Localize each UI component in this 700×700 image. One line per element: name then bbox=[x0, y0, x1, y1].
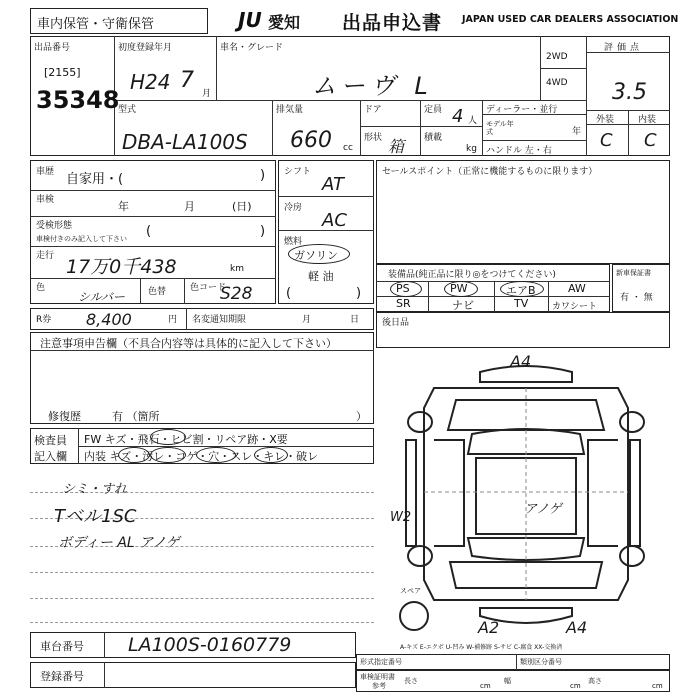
yogore-circle bbox=[150, 447, 186, 463]
rear-day-label: 後日品 bbox=[382, 318, 410, 328]
displacement-value: 660 bbox=[290, 128, 332, 153]
exterior-value: C bbox=[600, 130, 613, 151]
ac-value: AC bbox=[322, 210, 347, 231]
equip-ps: PS bbox=[396, 282, 410, 295]
koge-circle bbox=[196, 447, 236, 463]
repair-close: ） bbox=[356, 410, 367, 423]
form-title: 出品申込書 bbox=[342, 12, 443, 34]
first-reg-value: H24 bbox=[130, 70, 171, 94]
storage-box bbox=[30, 8, 208, 34]
month-unit: 月 bbox=[202, 89, 212, 99]
seats-value: 4 bbox=[452, 106, 464, 127]
car-name-value: ムーヴ L bbox=[312, 72, 434, 100]
lot-number-label: 出品番号 bbox=[34, 43, 71, 53]
class-code-label: 類別区分番号 bbox=[520, 658, 562, 666]
inspection-day: (日) bbox=[232, 200, 252, 213]
load-label: 積載 bbox=[424, 133, 443, 143]
name-change-day: 日 bbox=[350, 315, 360, 325]
exterior-label: 外装 bbox=[596, 115, 615, 125]
year-unit: 年 bbox=[572, 127, 582, 137]
first-reg-month: 7 bbox=[180, 68, 194, 93]
color-code-value: S28 bbox=[220, 284, 253, 304]
equip-leather: カワシート bbox=[552, 302, 598, 312]
mileage-label: 走行 bbox=[36, 251, 55, 261]
history-close: ) bbox=[260, 168, 266, 183]
interior-label: 内装 bbox=[638, 115, 657, 125]
ps-circle bbox=[390, 281, 422, 297]
ju-logo: JU bbox=[238, 8, 262, 32]
color-code-label: 色コード bbox=[190, 283, 227, 293]
score-label: 評価点 bbox=[604, 43, 644, 53]
warranty-label: 新車保証書 bbox=[616, 269, 651, 277]
recv-close: ) bbox=[260, 224, 266, 239]
lot-number: 35348 bbox=[36, 86, 120, 114]
dimensions-label: 車検証明書 bbox=[360, 673, 395, 681]
equipment-label: 装備品(純正品に限り◎をつけてください) bbox=[388, 270, 556, 280]
history-label: 車歴 bbox=[36, 167, 55, 177]
dim-width: 幅 bbox=[504, 677, 511, 685]
recycle-value: 8,400 bbox=[86, 310, 132, 329]
recv-open: ( bbox=[146, 224, 152, 239]
ac-label: 冷房 bbox=[284, 203, 303, 213]
dim-height-unit: cm bbox=[652, 682, 663, 690]
name-change-label: 名変通知期限 bbox=[192, 315, 247, 325]
inspection-year: 年 bbox=[118, 200, 129, 213]
note-line1: シミ・すれ bbox=[62, 482, 128, 497]
equip-aw: AW bbox=[568, 282, 586, 295]
shape-value: 箱 bbox=[388, 137, 405, 156]
shift-value: AT bbox=[322, 174, 344, 195]
displacement-unit: cc bbox=[343, 143, 353, 153]
fuel-diesel: 軽 油 bbox=[308, 270, 334, 283]
first-reg-label: 初度登録年月 bbox=[118, 43, 173, 53]
shape-label: 形状 bbox=[364, 133, 383, 143]
load-unit: kg bbox=[466, 144, 477, 154]
car-name-label: 車名・グレード bbox=[220, 43, 284, 53]
interior-value: C bbox=[644, 130, 657, 151]
rear-day-box bbox=[376, 312, 670, 348]
repair-value: 有 （箇所 bbox=[112, 410, 160, 423]
seats-unit: 人 bbox=[468, 116, 478, 126]
association-name: JAPAN USED CAR DEALERS ASSOCIATION bbox=[462, 14, 679, 25]
airbag-circle bbox=[500, 281, 544, 297]
tobiishi-circle bbox=[150, 429, 186, 445]
fuel-label: 燃料 bbox=[284, 237, 303, 247]
storage-title: 車内保管・守衛保管 bbox=[37, 17, 155, 32]
lot-small-code: [2155] bbox=[44, 66, 81, 79]
fuel-gasoline: ガソリン bbox=[294, 249, 338, 262]
inspector-line2: 内装 キズ・汚レ・コゲ・穴・スレ・キレ・破レ bbox=[84, 450, 319, 463]
chassis-value: LA100S-0160779 bbox=[128, 634, 292, 656]
seats-label: 定員 bbox=[424, 105, 443, 115]
door-label: ドア bbox=[364, 105, 382, 115]
dealer-label: ディーラー・並行 bbox=[486, 105, 558, 115]
displacement-label: 排気量 bbox=[276, 105, 304, 115]
fuel-open: ( bbox=[286, 286, 292, 301]
kizu-circle bbox=[118, 447, 150, 463]
recv-label: 受検形態 bbox=[36, 221, 73, 231]
sales-point-label: セールスポイント（正常に機能するものに限ります） bbox=[382, 167, 598, 177]
chassis-label: 車台番号 bbox=[40, 640, 84, 653]
diagram-label-bottom1: A2 bbox=[478, 618, 500, 637]
sure-circle bbox=[254, 447, 288, 463]
dim-length: 長さ bbox=[404, 677, 418, 685]
inspector-line1: FW キズ・飛石・ヒビ割・リペア跡・X要 bbox=[84, 433, 288, 446]
color-label: 色 bbox=[36, 283, 46, 293]
repair-label: 修復歴 bbox=[48, 410, 81, 423]
equip-airbag: エアB bbox=[506, 284, 536, 297]
model-label: 型式 bbox=[118, 105, 137, 115]
record-label: 記入欄 bbox=[34, 450, 67, 463]
equip-pw: PW bbox=[450, 282, 468, 295]
damage-legend: A-キズ E-エクボ U-凹み W-補修跡 S-サビ C-腐食 XX-交換済 bbox=[400, 644, 563, 651]
inspection-label: 車検 bbox=[36, 195, 55, 205]
dimensions-sub: 参考 bbox=[372, 682, 386, 690]
org-name: 愛知 bbox=[268, 13, 301, 32]
dim-height: 高さ bbox=[588, 677, 602, 685]
recycle-unit: 円 bbox=[168, 315, 178, 325]
history-value: 自家用・( bbox=[66, 172, 124, 187]
warranty-value: 有 ・ 無 bbox=[620, 293, 653, 303]
shift-label: シフト bbox=[284, 167, 312, 177]
handle-label: ハンドル 左・右 bbox=[486, 146, 552, 156]
mileage-unit: km bbox=[230, 264, 244, 274]
diagram-label-center: アノゲ bbox=[524, 502, 562, 517]
color-value: シルバー bbox=[78, 290, 125, 304]
diagram-label-bottom2: A4 bbox=[566, 618, 588, 637]
model-value: DBA-LA100S bbox=[122, 130, 248, 154]
dim-length-unit: cm bbox=[480, 682, 491, 690]
spare-label: スペア bbox=[400, 587, 421, 595]
score-value: 3.5 bbox=[612, 80, 647, 105]
color-change-label: 色替 bbox=[148, 287, 167, 297]
dim-width-unit: cm bbox=[570, 682, 581, 690]
type-code-label: 形式指定番号 bbox=[360, 658, 402, 666]
note-line3: ボディー AL アノゲ bbox=[58, 535, 180, 551]
car-damage-diagram bbox=[376, 350, 670, 650]
diagram-label-left: W2 bbox=[390, 510, 412, 525]
notes-label: 注意事項申告欄（不具合内容等は具体的に記入して下さい） bbox=[40, 337, 337, 350]
fuel-close: ) bbox=[356, 286, 362, 301]
equip-navi: ナビ bbox=[452, 299, 474, 312]
type-code-box bbox=[356, 654, 670, 670]
mileage-value: 17万0千438 bbox=[66, 256, 177, 278]
registration-label: 登録番号 bbox=[40, 670, 84, 683]
diagram-label-top: A4 bbox=[510, 352, 532, 371]
equip-sr: SR bbox=[396, 297, 411, 310]
equip-tv: TV bbox=[514, 297, 529, 310]
inspector-label: 検査員 bbox=[34, 434, 67, 447]
inspection-month: 月 bbox=[184, 200, 195, 213]
name-change-month: 月 bbox=[302, 315, 312, 325]
drive-2wd: 2WD bbox=[546, 52, 568, 62]
drive-4wd: 4WD bbox=[546, 78, 568, 88]
pw-circle bbox=[444, 281, 478, 297]
recycle-label: R券 bbox=[36, 315, 52, 325]
recv-sub: 車検付きのみ記入して下さい bbox=[36, 235, 127, 243]
model-year-label: モデル年式 bbox=[486, 120, 514, 136]
note-line2: Tベル1SC bbox=[54, 506, 137, 527]
